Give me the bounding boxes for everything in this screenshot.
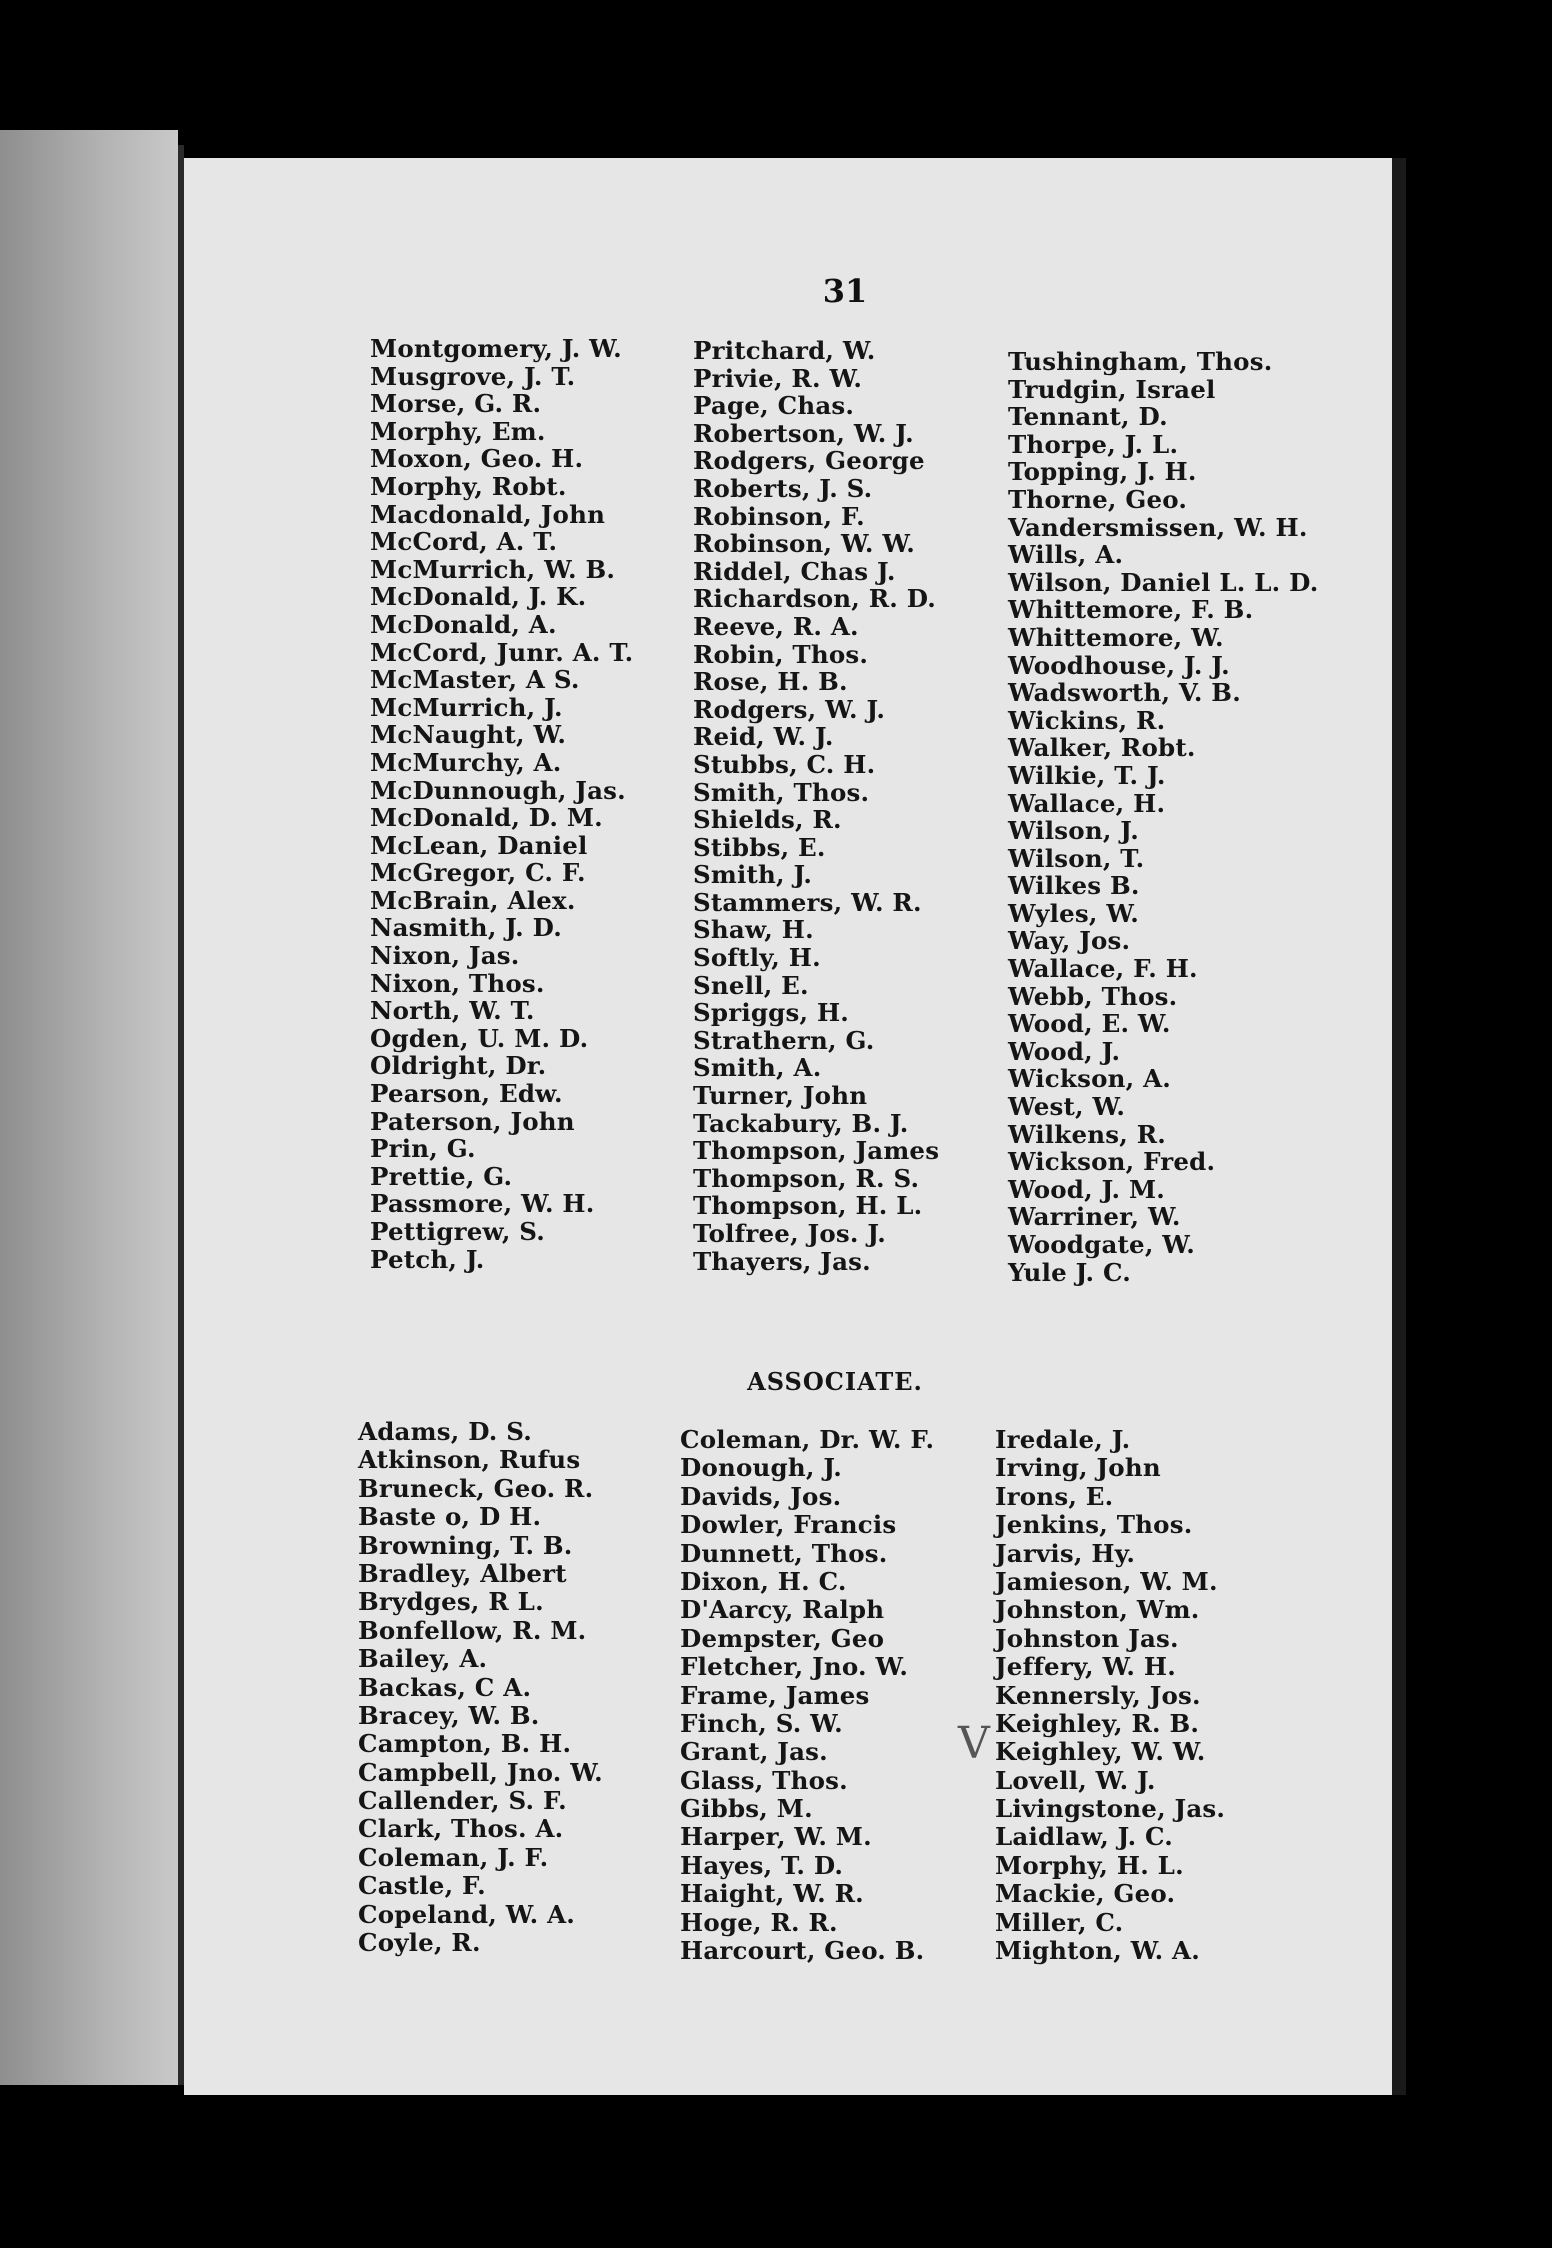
- name-entry: Robin, Thos.: [693, 639, 869, 669]
- name-entry: Dowler, Francis: [680, 1510, 897, 1540]
- name-entry: West, W.: [1008, 1092, 1126, 1122]
- name-entry: McMurrich, J.: [370, 692, 563, 722]
- name-entry: Wilkie, T. J.: [1008, 760, 1166, 790]
- name-entry: Snell, E.: [693, 970, 809, 1000]
- members-column-1: [370, 335, 633, 1273]
- name-entry: Mighton, W. A.: [995, 1936, 1200, 1966]
- name-entry: Livingstone, Jas.: [995, 1794, 1226, 1824]
- name-entry: McMurrich, W. B.: [370, 554, 616, 584]
- section-heading-associate: ASSOCIATE.: [747, 1367, 923, 1396]
- name-entry: Gibbs, M.: [680, 1794, 813, 1824]
- name-entry: Roberts, J. S.: [693, 473, 873, 503]
- facing-page-edge: [0, 130, 178, 2085]
- name-entry: Pettigrew, S.: [370, 1217, 546, 1246]
- name-entry: Page, Chas.: [693, 391, 855, 421]
- name-entry: McDonald, J. K.: [370, 582, 587, 612]
- name-entry: Copeland, W. A.: [358, 1899, 576, 1929]
- name-entry: Irons, E.: [995, 1481, 1114, 1511]
- name-entry: Wyles, W.: [1008, 898, 1139, 928]
- name-entry: Stubbs, C. H.: [693, 749, 876, 779]
- name-entry: Nixon, Jas.: [370, 941, 520, 971]
- name-entry: Smith, A.: [693, 1053, 822, 1083]
- name-entry: Moxon, Geo. H.: [370, 444, 584, 474]
- name-entry: Wilkens, R.: [1008, 1119, 1167, 1149]
- name-entry: Mackie, Geo.: [995, 1879, 1176, 1909]
- name-entry: Donough, J.: [680, 1453, 842, 1483]
- name-entry: D'Aarcy, Ralph: [680, 1595, 885, 1625]
- name-entry: Woodhouse, J. J.: [1008, 650, 1230, 680]
- name-entry: Lovell, W. J.: [995, 1765, 1156, 1795]
- page-edge-shadow: [1392, 158, 1406, 2095]
- name-entry: Robinson, F.: [693, 501, 865, 531]
- name-entry: Tennant, D.: [1008, 402, 1168, 432]
- name-entry: Strathern, G.: [693, 1025, 875, 1055]
- name-entry: Montgomery, J. W.: [370, 334, 622, 363]
- name-entry: Reid, W. J.: [693, 722, 834, 752]
- name-entry: Morphy, Robt.: [370, 471, 567, 501]
- handwritten-check-mark: V: [958, 1718, 990, 1769]
- name-entry: Bradley, Albert: [358, 1558, 567, 1588]
- name-entry: Tolfree, Jos. J.: [693, 1219, 886, 1248]
- name-entry: Oldright, Dr.: [370, 1051, 547, 1081]
- name-entry: Johnston, Wm.: [995, 1595, 1200, 1625]
- name-entry: Wickson, A.: [1008, 1064, 1172, 1094]
- name-entry: Coleman, Dr. W. F.: [680, 1425, 935, 1454]
- name-entry: Thompson, James: [693, 1136, 940, 1166]
- name-entry: Morse, G. R.: [370, 389, 542, 419]
- name-entry: Dunnett, Thos.: [680, 1538, 888, 1568]
- name-entry: Wood, J.: [1008, 1036, 1121, 1066]
- name-entry: Privie, R. W.: [693, 363, 863, 393]
- name-entry: Johnston Jas.: [995, 1623, 1179, 1653]
- name-entry: McMaster, A S.: [370, 665, 580, 695]
- name-entry: Way, Jos.: [1008, 926, 1131, 956]
- name-entry: McDonald, A.: [370, 609, 557, 639]
- name-entry: Adams, D. S.: [358, 1417, 532, 1446]
- name-entry: Atkinson, Rufus: [358, 1445, 581, 1475]
- name-entry: Petch, J.: [370, 1244, 485, 1274]
- name-entry: Trudgin, Israel: [1008, 374, 1216, 404]
- name-entry: Iredale, J.: [995, 1425, 1131, 1454]
- name-entry: Browning, T. B.: [358, 1530, 573, 1560]
- name-entry: Morphy, Em.: [370, 416, 546, 446]
- name-entry: Frame, James: [680, 1680, 870, 1710]
- name-entry: Jenkins, Thos.: [995, 1510, 1193, 1540]
- name-entry: Stammers, W. R.: [693, 887, 922, 917]
- name-entry: McNaught, W.: [370, 720, 567, 750]
- name-entry: Campton, B. H.: [358, 1729, 572, 1759]
- name-entry: Yule J. C.: [1008, 1257, 1131, 1287]
- name-entry: Wilkes B.: [1008, 871, 1140, 901]
- name-entry: Coleman, J. F.: [358, 1842, 549, 1872]
- name-entry: Wallace, F. H.: [1008, 954, 1198, 984]
- name-entry: Bracey, W. B.: [358, 1700, 540, 1730]
- name-entry: Walker, Robt.: [1008, 733, 1196, 763]
- name-entry: Wilson, J.: [1008, 816, 1139, 846]
- name-entry: McGregor, C. F.: [370, 858, 586, 888]
- associates-column-2: [680, 1426, 934, 1965]
- name-entry: Callender, S. F.: [358, 1786, 567, 1816]
- associates-column-1: [358, 1418, 603, 1957]
- name-entry: Rose, H. B.: [693, 667, 848, 697]
- name-entry: Keighley, R. B.: [995, 1708, 1200, 1738]
- name-entry: Prin, G.: [370, 1134, 476, 1164]
- name-entry: Pritchard, W.: [693, 336, 876, 365]
- name-entry: Morphy, H. L.: [995, 1850, 1184, 1880]
- name-entry: Wickins, R.: [1008, 705, 1166, 735]
- name-entry: Wilson, T.: [1008, 843, 1145, 873]
- name-entry: McCord, A. T.: [370, 527, 558, 557]
- name-entry: Wills, A.: [1008, 540, 1124, 570]
- name-entry: Whittemore, F. B.: [1008, 595, 1254, 625]
- name-entry: Hayes, T. D.: [680, 1850, 844, 1880]
- name-entry: Riddel, Chas J.: [693, 556, 896, 586]
- name-entry: Passmore, W. H.: [370, 1189, 595, 1219]
- name-entry: Spriggs, H.: [693, 998, 850, 1028]
- name-entry: Rodgers, W. J.: [693, 694, 886, 724]
- name-entry: Stibbs, E.: [693, 832, 826, 862]
- name-entry: Wallace, H.: [1008, 788, 1166, 818]
- name-entry: Nixon, Thos.: [370, 968, 545, 998]
- members-column-2: [693, 337, 939, 1275]
- name-entry: Wood, E. W.: [1008, 1009, 1171, 1039]
- name-entry: Tackabury, B. J.: [693, 1108, 909, 1138]
- name-entry: Bailey, A.: [358, 1644, 488, 1674]
- name-entry: North, W. T.: [370, 996, 535, 1026]
- name-entry: Coyle, R.: [358, 1928, 481, 1958]
- name-entry: Shields, R.: [693, 805, 842, 835]
- name-entry: Thompson, R. S.: [693, 1163, 920, 1193]
- name-entry: Brydges, R L.: [358, 1587, 544, 1617]
- name-entry: McCord, Junr. A. T.: [370, 637, 634, 667]
- name-entry: Wood, J. M.: [1008, 1174, 1165, 1204]
- name-entry: Bruneck, Geo. R.: [358, 1473, 594, 1503]
- name-entry: Laidlaw, J. C.: [995, 1822, 1174, 1852]
- name-entry: Davids, Jos.: [680, 1481, 842, 1511]
- name-entry: Woodgate, W.: [1008, 1230, 1195, 1259]
- name-entry: Thompson, H. L.: [693, 1191, 923, 1221]
- name-entry: McDonald, D. M.: [370, 803, 603, 833]
- name-entry: Backas, C A.: [358, 1672, 532, 1702]
- name-entry: Smith, J.: [693, 860, 813, 890]
- name-entry: Wickson, Fred.: [1008, 1147, 1216, 1177]
- name-entry: Macdonald, John: [370, 499, 606, 529]
- name-entry: Tushingham, Thos.: [1008, 347, 1273, 376]
- name-entry: Turner, John: [693, 1081, 868, 1111]
- name-entry: Warriner, W.: [1008, 1202, 1181, 1232]
- name-entry: Robinson, W. W.: [693, 529, 915, 559]
- name-entry: Miller, C.: [995, 1907, 1124, 1937]
- name-entry: Richardson, R. D.: [693, 584, 937, 614]
- name-entry: Glass, Thos.: [680, 1765, 848, 1795]
- name-entry: Rodgers, George: [693, 446, 925, 476]
- name-entry: Harcourt, Geo. B.: [680, 1936, 925, 1966]
- name-entry: Kennersly, Jos.: [995, 1680, 1201, 1710]
- name-entry: Campbell, Jno. W.: [358, 1757, 603, 1787]
- associates-column-3: [995, 1426, 1225, 1965]
- name-entry: Keighley, W. W.: [995, 1737, 1206, 1767]
- name-entry: Topping, J. H.: [1008, 457, 1197, 487]
- name-entry: Jamieson, W. M.: [995, 1566, 1218, 1596]
- name-entry: McLean, Daniel: [370, 830, 588, 860]
- name-entry: Nasmith, J. D.: [370, 913, 562, 943]
- name-entry: McDunnough, Jas.: [370, 775, 626, 805]
- name-entry: Fletcher, Jno. W.: [680, 1652, 909, 1682]
- name-entry: Musgrove, J. T.: [370, 361, 576, 391]
- members-column-3: [1008, 348, 1318, 1286]
- name-entry: Castle, F.: [358, 1871, 486, 1901]
- name-entry: Whittemore, W.: [1008, 622, 1224, 652]
- name-entry: Reeve, R. A.: [693, 611, 859, 641]
- name-entry: Jeffery, W. H.: [995, 1652, 1176, 1682]
- name-entry: McMurchy, A.: [370, 747, 562, 777]
- name-entry: Webb, Thos.: [1008, 981, 1178, 1011]
- name-entry: McBrain, Alex.: [370, 885, 576, 915]
- name-entry: Wadsworth, V. B.: [1008, 678, 1241, 708]
- name-entry: Prettie, G.: [370, 1161, 513, 1191]
- name-entry: Smith, Thos.: [693, 777, 870, 807]
- page-number: 31: [822, 272, 868, 310]
- name-entry: Thorpe, J. L.: [1008, 429, 1179, 459]
- name-entry: Irving, John: [995, 1453, 1161, 1483]
- name-entry: Haight, W. R.: [680, 1879, 864, 1909]
- name-entry: Vandersmissen, W. H.: [1008, 512, 1308, 542]
- name-entry: Softly, H.: [693, 943, 821, 973]
- name-entry: Jarvis, Hy.: [995, 1538, 1136, 1568]
- name-entry: Thorne, Geo.: [1008, 484, 1188, 514]
- name-entry: Paterson, John: [370, 1106, 575, 1136]
- name-entry: Baste o, D H.: [358, 1502, 542, 1532]
- name-entry: Clark, Thos. A.: [358, 1814, 564, 1844]
- name-entry: Ogden, U. M. D.: [370, 1023, 589, 1053]
- name-entry: Thayers, Jas.: [693, 1246, 871, 1276]
- name-entry: Harper, W. M.: [680, 1822, 872, 1852]
- name-entry: Dempster, Geo: [680, 1623, 885, 1653]
- name-entry: Dixon, H. C.: [680, 1566, 847, 1596]
- name-entry: Pearson, Edw.: [370, 1079, 563, 1109]
- name-entry: Wilson, Daniel L. L. D.: [1008, 567, 1319, 597]
- name-entry: Shaw, H.: [693, 915, 814, 945]
- name-entry: Hoge, R. R.: [680, 1907, 838, 1937]
- name-entry: Grant, Jas.: [680, 1737, 828, 1767]
- name-entry: Finch, S. W.: [680, 1708, 843, 1738]
- name-entry: Robertson, W. J.: [693, 418, 914, 448]
- name-entry: Bonfellow, R. M.: [358, 1615, 587, 1645]
